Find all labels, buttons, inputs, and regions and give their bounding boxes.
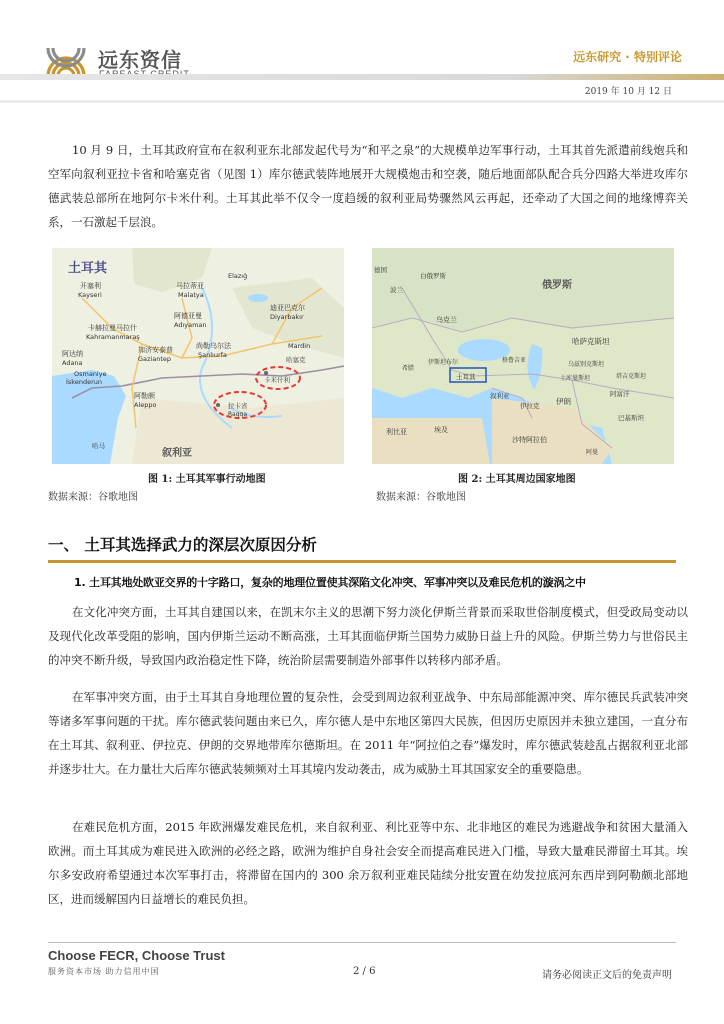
footer-divider	[48, 942, 676, 943]
figure-2-map	[372, 248, 674, 464]
map1-label-adiyaman: Adıyaman	[174, 321, 207, 329]
map1-label-syria-cn: 叙利亚	[162, 448, 192, 459]
page-number: 2 / 6	[353, 966, 376, 977]
map1-label-gaziantep-cn: 加济安泰普	[138, 346, 173, 354]
figure-1-source: 数据来源：谷歌地图	[48, 492, 138, 503]
paragraph-cultural-conflict: 在文化冲突方面，土耳其自建国以来，在凯末尔主义的思潮下努力淡化伊斯兰背景而采取世俗制度模式，但受政局变动以及现代化改革受阻的影响，国内伊斯兰运动不断高涨，土耳其面临伊斯兰国势力威胁日益上升的风险。伊斯兰势力与世俗民主的冲突不断升级，导致国内政治稳定性下降，统治阶层需要制造外部事件以转移内部矛盾。	[48, 605, 688, 667]
map1-label-adiyaman-cn: 阿德亚曼	[174, 312, 202, 320]
map1-label-gaziantep: Gaziantep	[138, 355, 172, 363]
figure-1-map	[52, 248, 344, 464]
map1-label-kahramanmaras: Kahramanmaraş	[86, 333, 140, 341]
figure-2-caption: 图 2: 土耳其周边国家地图	[458, 474, 576, 485]
map1-label-kahramanmaras-cn: 卡赫拉曼马拉什	[88, 324, 137, 332]
map1-label-aleppo-cn: 阿勒颇	[134, 392, 155, 400]
map2-label-turkmenistan: 土库曼斯坦	[560, 375, 591, 382]
map2-label-egypt: 埃及	[434, 426, 448, 434]
map1-label-diyarbakir-cn: 迪亚巴克尔	[270, 304, 305, 312]
map2-label-iran: 伊朗	[556, 397, 571, 406]
map1-label-kayseri: Kayseri	[78, 291, 102, 299]
paragraph-military-conflict: 在军事冲突方面，由于土耳其自身地理位置的复杂性，会受到周边叙利亚战争、中东局部能源冲突、库尔德民兵武装冲突等诸多军事问题的干扰。库尔德武装问题由来已久，库尔德人是中东地区第四大民族，但因历史原因并未独立建国，一直分布在土耳其、叙利亚、伊拉克、伊朗的交界地带库尔德斯坦。在 2011 年“阿拉伯之春”爆发时，库尔德武装趁乱占据叙利亚北部并逐步壮大。在力量壮大后库尔德武装频频对土耳其境内发动袭击，成为威胁土耳其国家安全的重要隐患。	[48, 690, 688, 776]
map2-label-istanbul: 伊斯坦布尔	[428, 359, 459, 366]
map1-label-iskenderun: İskenderun	[66, 378, 102, 386]
map2-label-syria: 叙利亚	[490, 392, 510, 400]
logo-chinese-name: 远东资信	[98, 48, 182, 72]
map2-label-germany: 德国	[374, 266, 387, 274]
header-divider-lower	[0, 100, 724, 103]
map1-label-malatya: Malatya	[178, 291, 204, 299]
map1-label-adana-cn: 阿达纳	[62, 350, 83, 358]
report-category: 远东研究 · 特别评论	[573, 50, 682, 64]
map1-label-aleppo: Aleppo	[134, 401, 157, 409]
map1-label-hasakah-cn: 哈塞克	[286, 356, 306, 364]
map1-label-qamishli-cn: 卡米什利	[264, 376, 290, 384]
map2-label-oman: 阿曼	[586, 449, 599, 456]
map1-label-elazig: Elazığ	[228, 272, 248, 280]
figure-2-source: 数据来源：谷歌地图	[376, 492, 466, 503]
map2-label-turkey: 土耳其	[456, 373, 476, 381]
map1-label-mardin: Mardin	[288, 342, 311, 350]
map1-label-sanliurfa-cn: 尚勒乌尔法	[196, 342, 231, 350]
report-date: 2019 年 10 月 12 日	[584, 87, 672, 97]
footer-slogan-en: Choose FECR, Choose Trust	[48, 948, 225, 963]
map1-label-osmaniye: Osmaniye	[74, 370, 107, 378]
map2-label-greece: 希腊	[402, 365, 415, 372]
map2-label-georgia: 格鲁吉亚	[502, 357, 527, 364]
map1-label-raqqa: Raqqa	[228, 411, 248, 418]
map2-label-belarus: 白俄罗斯	[420, 272, 446, 280]
page-header	[0, 0, 724, 110]
map2-label-poland: 波兰	[390, 286, 403, 294]
map1-label-adana: Adana	[62, 359, 83, 367]
map2-label-tajikistan: 塔吉克斯坦	[616, 373, 647, 380]
map2-label-afghanistan: 阿富汗	[610, 390, 630, 398]
map2-label-russia: 俄罗斯	[542, 280, 572, 291]
footer-slogan-cn: 服务资本市场 助力信用中国	[48, 967, 160, 976]
map1-label-country: 土耳其	[68, 261, 108, 276]
paragraph-refugee-crisis: 在难民危机方面，2015 年欧洲爆发难民危机，来自叙利亚、利比亚等中东、北非地区的难民为逃避战争和贫困大量涌入欧洲。而土耳其成为难民进入欧洲的必经之路，欧洲为维护自身社会安全而提高难民进入门槛，导致大量难民滞留土耳其。埃尔多安政府希望通过本次军事打击，将滞留在国内的 300 余万叙利亚难民陆续分批安置在幼发拉底河东西岸到阿勒颇北部地区，进而缓解国内日益增长的难民负担。	[48, 820, 688, 906]
section-title: 一、 土耳其选择武力的深层次原因分析	[48, 536, 317, 554]
map2-label-ukraine: 乌克兰	[436, 316, 457, 324]
map1-label-raqqa-cn: 拉卡省	[228, 402, 248, 410]
map1-label-hama-cn: 哈马	[92, 442, 105, 450]
map2-label-saudi: 沙特阿拉伯	[512, 436, 547, 444]
map2-label-uzbekistan: 乌兹别克斯坦	[568, 361, 605, 368]
map2-label-libya: 利比亚	[386, 428, 407, 436]
map2-label-kazakhstan: 哈萨克斯坦	[572, 337, 610, 346]
map2-label-iraq: 伊拉克	[520, 402, 540, 410]
intro-paragraph: 10 月 9 日，土耳其政府宣布在叙利亚东北部发起代号为“和平之泉”的大规模单边军事行动，土耳其首先派遣前线炮兵和空军向叙利亚拉卡省和哈塞克省（见图 1）库尔德武装阵地展开大规模炮击和空袭，随后地面部队配合兵分四路大举进攻库尔德武装总部所在地阿尔卡米什利。土耳其此举不仅令一度趋缓的叙利亚局势骤然风云再起，还牵动了大国之间的地缘博弈关系，一石激起千层浪。	[48, 143, 688, 229]
map1-label-sanliurfa: Şanlıurfa	[198, 351, 227, 359]
section-divider	[48, 560, 676, 563]
subsection-heading: 1. 土耳其地处欧亚交界的十字路口，复杂的地理位置使其深陷文化冲突、军事冲突以及难民危机的漩涡之中	[74, 576, 586, 589]
map1-label-malatya-cn: 马拉蒂亚	[176, 282, 204, 290]
map2-label-pakistan: 巴基斯坦	[618, 414, 644, 422]
figure-1-caption: 图 1: 土耳其军事行动地图	[148, 474, 266, 485]
disclaimer-note: 请务必阅读正文后的免责声明	[542, 970, 672, 981]
header-divider	[0, 74, 724, 80]
map1-label-diyarbakir: Diyarbakır	[270, 313, 304, 321]
map1-label-kayseri-cn: 开塞利	[80, 282, 101, 290]
